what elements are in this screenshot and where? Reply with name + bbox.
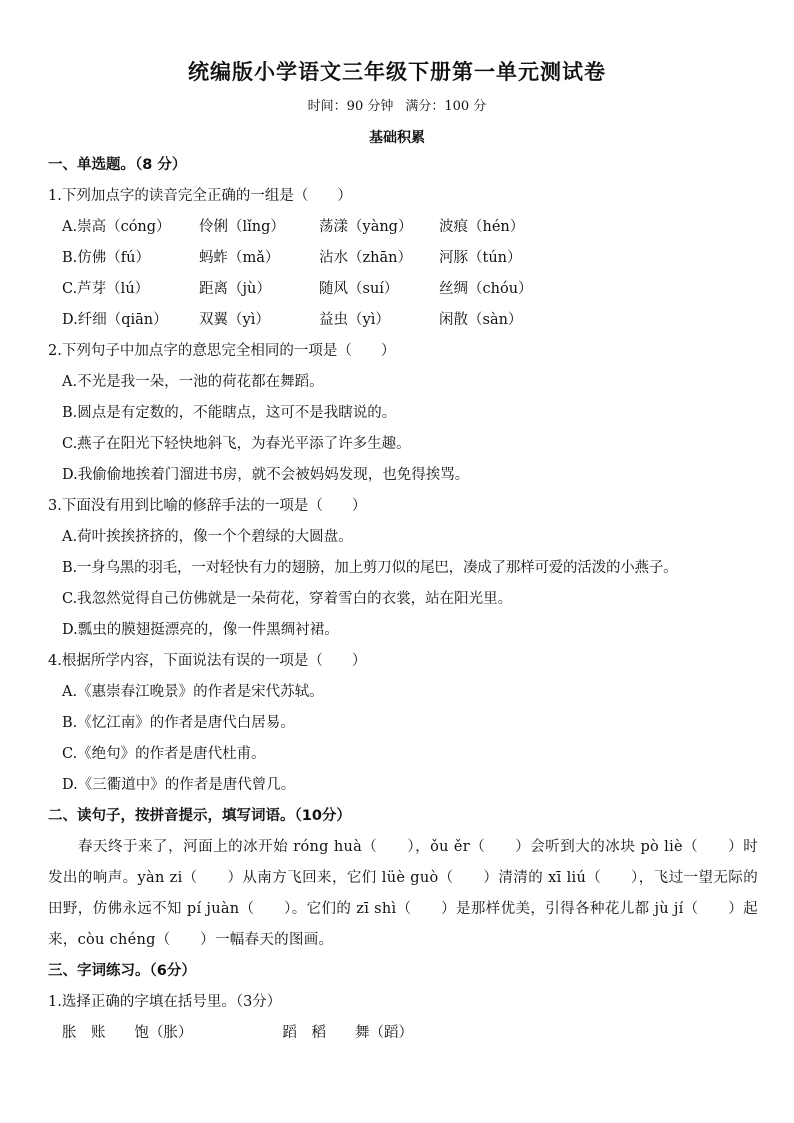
- exam-info: [0, 95, 794, 114]
- option-row: [48, 243, 758, 274]
- option-a: A.荷叶挨挨挤挤的，像一个个碧绿的大圆盘。: [62, 529, 353, 545]
- option-c: C.燕子在阳光下轻快地斜飞，为春光平添了许多生趣。: [62, 436, 411, 452]
- exam-score: 满分：100 分: [405, 99, 487, 114]
- option-item: 随风（suí）: [319, 281, 399, 297]
- char-choice-row: [48, 1018, 758, 1049]
- option-c: C.《绝句》的作者是唐代杜甫。: [62, 746, 266, 762]
- section-heading: 二、读句子，按拼音提示，填写词语。（10分）: [48, 808, 351, 824]
- option-row: [48, 305, 758, 336]
- option-b: B.《忆江南》的作者是唐代白居易。: [62, 715, 295, 731]
- option-item: 荡漾（yàng）: [319, 219, 413, 235]
- question-stem: 1.选择正确的字填在括号里。（3分）: [48, 994, 282, 1010]
- char-group: 蹈 稻 舞（蹈）: [282, 1025, 413, 1041]
- option-d: D.《三衢道中》的作者是唐代曾几。: [62, 777, 296, 793]
- option-b: B.圆点是有定数的，不能瞎点，这可不是我瞎说的。: [62, 405, 397, 421]
- option-row: [48, 212, 758, 243]
- page-title: 统编版小学语文三年级下册第一单元测试卷: [188, 60, 606, 84]
- question-stem: 2.下列句子中加点字的意思完全相同的一项是（ ）: [48, 343, 396, 359]
- option-item: 沾水（zhān）: [319, 250, 412, 266]
- fill-in-paragraph: 春天终于来了，河面上的冰开始 róng huà（ ），ǒu ěr（ ）会听到大的冰块 pò liè（ ）时发出的响声。yàn zi（ ）从南方飞回来，它们 lüè guò（ ）清清的 xī liú（ ），飞过一望无际的田野，仿佛永远不知 pí juàn（ ）。它们的 zī shì（ ）是那样优美，引得各种花儿都 jù jí（ ）起来，còu chéng（ ）一幅春天的图画。: [48, 839, 758, 948]
- option-item: 河豚（tún）: [439, 250, 522, 266]
- option-c: C.我忽然觉得自己仿佛就是一朵荷花，穿着雪白的衣裳，站在阳光里。: [62, 591, 513, 607]
- option-item: A.崇高（cóng）: [62, 219, 171, 235]
- option-item: 伶俐（lǐng）: [199, 219, 285, 235]
- question-stem: 4.根据所学内容，下面说法有误的一项是（ ）: [48, 653, 367, 669]
- char-group: 胀 账 饱（胀）: [62, 1025, 193, 1041]
- option-row: [48, 274, 758, 305]
- question-stem: 3.下面没有用到比喻的修辞手法的一项是（ ）: [48, 498, 367, 514]
- option-item: 双翼（yì）: [199, 312, 270, 328]
- option-a: A.不光是我一朵，一池的荷花都在舞蹈。: [62, 374, 324, 390]
- option-item: 丝绸（chóu）: [439, 281, 533, 297]
- option-item: C.芦芽（lú）: [62, 281, 150, 297]
- exam-body: [48, 150, 758, 1049]
- option-item: 距离（jù）: [199, 281, 271, 297]
- option-item: B.仿佛（fú）: [62, 250, 150, 266]
- option-d: D.瓢虫的膜翅挺漂亮的，像一件黑绸衬裙。: [62, 622, 339, 638]
- question-stem: 1.下列加点字的读音完全正确的一组是（ ）: [48, 188, 352, 204]
- section-heading: 三、字词练习。（6分）: [48, 963, 196, 979]
- option-item: 闲散（sàn）: [439, 312, 523, 328]
- option-item: 蚂蚱（mǎ）: [199, 250, 280, 266]
- section-heading: 一、单选题。（8 分）: [48, 157, 187, 173]
- exam-time: 时间：90 分钟: [307, 99, 394, 114]
- option-item: 波痕（hén）: [439, 219, 525, 235]
- option-b: B.一身乌黑的羽毛，一对轻快有力的翅膀，加上剪刀似的尾巴，凑成了那样可爱的活泼的小燕子。: [62, 560, 678, 576]
- part-heading: 基础积累: [369, 130, 425, 146]
- option-item: D.纤细（qiān）: [62, 312, 168, 328]
- option-item: 益虫（yì）: [319, 312, 390, 328]
- option-a: A.《惠崇春江晚景》的作者是宋代苏轼。: [62, 684, 324, 700]
- option-d: D.我偷偷地挨着门溜进书房，就不会被妈妈发现，也免得挨骂。: [62, 467, 470, 483]
